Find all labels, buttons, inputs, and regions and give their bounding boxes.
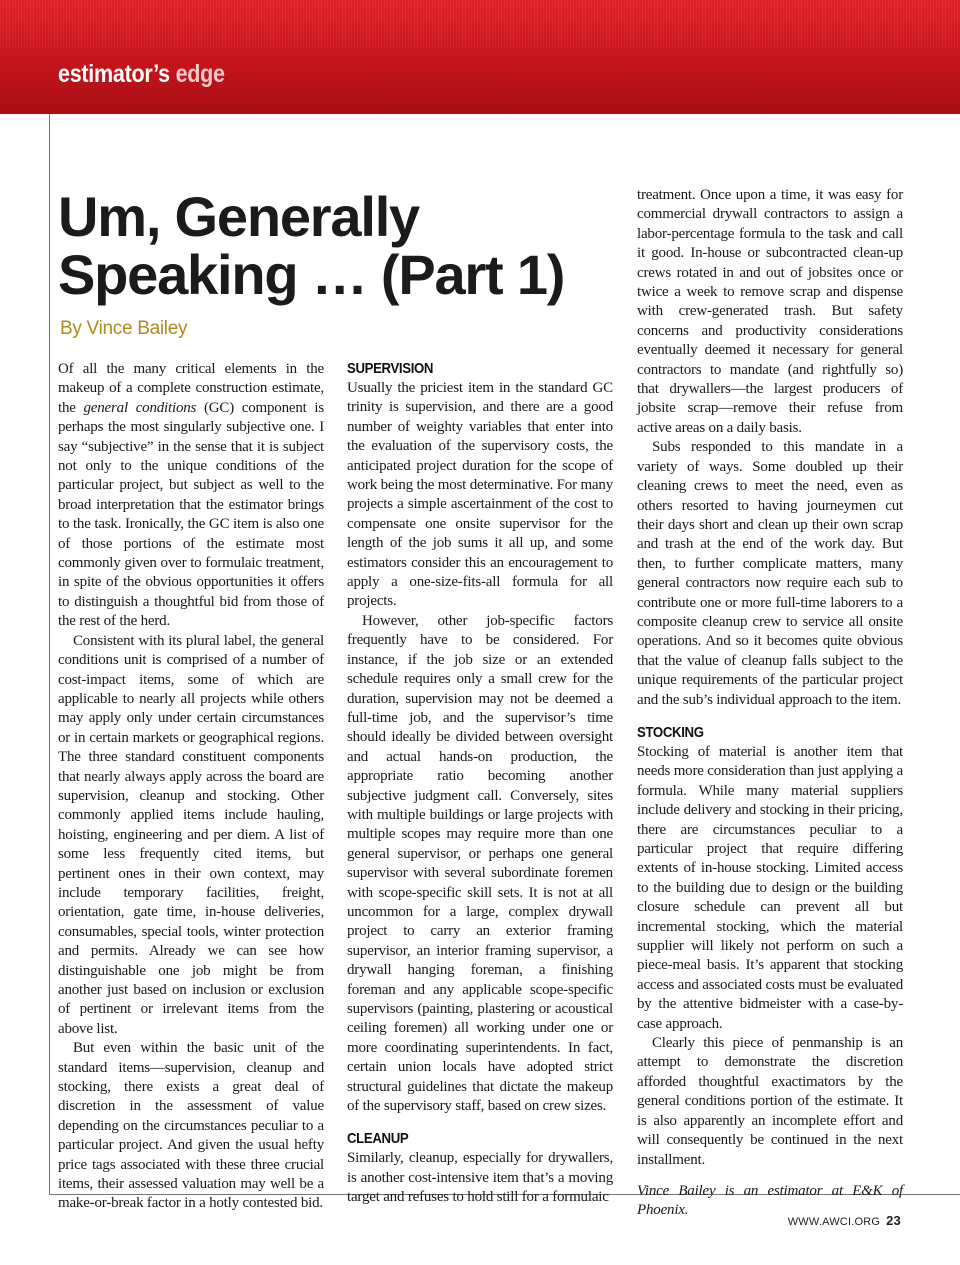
- article-byline: By Vince Bailey: [60, 318, 188, 339]
- paragraph: Similarly, cleanup, especially for drywallers, is another cost-intensive item that’s a moving target and refuses to hold still for a formulaic: [347, 1150, 613, 1206]
- article-column-2: [347, 360, 613, 1208]
- paragraph: Subs responded to this mandate in a variety of ways. Some doubled up their cleaning crews to meet the need, even as others resorted to having journeymen cut their days short and clean up their own scrap and trash at the end of the work day. But then, to further complicate matters, many general contractors now require each sub to contribute one or more full-time laborers to a composite cleanup crew to service all onsite operations. And so it becomes quite obvious that the value of cleanup falls subject to the unique requirements of the particular project and the sub’s individual approach to the item.: [637, 439, 903, 708]
- page-number: 23: [886, 1213, 901, 1228]
- paragraph: But even within the basic unit of the standard items—supervision, cleanup and stocking, there exists a great deal of discretion in the assessment of value depending on the circumstances peculiar to a particular project. And given the usual hefty price tags associated with these three crucial items, their assessed valuation may well be a make-or-break factor in a hotly contested bid.: [58, 1040, 324, 1212]
- paragraph: treatment. Once upon a time, it was easy for commercial drywall contractors to assign a labor-percentage formula to the task and call it good. In-house or subcontracted clean-up crews rotated in and out of jobsites once or twice a week to remove scrap and dispense with crew-generated trash. But safety concerns and productivity considerations eventually deemed it necessary for general contractors to mandate (and rightfully so) that drywallers—the largest producers of jobsite scrap—remove their refuse from active areas on a daily basis.: [637, 187, 903, 436]
- paragraph: However, other job-specific factors frequently have to be considered. For instance, if the job size or an extended schedule requires only a small crew for the duration, supervision may not be deemed a full-time job, and the supervisor’s time should ideally be divided between oversight and actual hands-on production, the appropriate ratio becoming another subjective judgment call. Conversely, sites with multiple buildings or large projects with multiple scopes may require more than one general supervisor, or perhaps one general supervisor with several subordinate foremen with scope-specific skill sets. It is not at all uncommon for a large, complex drywall project to carry an exterior framing supervisor, an interior framing supervisor, a drywall hanging foreman, a finishing foreman and any applicable scope-specific supervisors (painting, plastering or acoustical ceiling foremen) all working under one or more coordinating superintendents. In fact, certain union locals have adopted strict structural guidelines that dictate the makeup of the supervisory staff, based on crew sizes.: [347, 612, 613, 1115]
- footer-url: WWW.AWCI.ORG: [787, 1216, 881, 1228]
- subheading-cleanup: CLEANUP: [347, 1130, 409, 1148]
- article-column-1: [58, 360, 324, 1214]
- section-title: [58, 60, 225, 89]
- paragraph: Of all the many critical elements in the makeup of a complete construction estimate, the general conditions (GC) component is perhaps the most singularly subjective one. I say “subjective” in the sense that it is subject not only to the unique conditions of the particular project, but subject as well to the broad interpretation that the estimator brings to the task. Ironically, the GC item is also one of those portions of the estimate most commonly given over to formulaic treatment, in spite of the obvious opportunities it offers to distinguish a thoughtful bid from those of the rest of the herd.: [58, 361, 325, 630]
- section-title-main: estimator’s: [58, 60, 170, 88]
- header-banner: [0, 0, 960, 114]
- article-column-3: [637, 186, 903, 1221]
- author-bio: Vince Bailey is an estimator at E&K of Phoenix.: [637, 1182, 903, 1219]
- section-title-accent: edge: [175, 60, 225, 88]
- page-footer: [788, 1213, 901, 1228]
- paragraph: Clearly this piece of penmanship is an attempt to demonstrate the discretion afforded thoughtful exactimators by the general conditions portion of the estimate. It is also apparently an incomplete effort and will consequently be continued in the next installment.: [637, 1035, 903, 1168]
- section-spacer: [347, 1116, 613, 1130]
- article-title-line-1: Um, Generally: [58, 185, 420, 248]
- section-spacer: [637, 710, 903, 724]
- emphasis-term: general conditions: [83, 399, 197, 416]
- article-title-line-2: Speaking … (Part 1): [58, 243, 565, 306]
- paragraph: Stocking of material is another item that needs more consideration than just applying a formula. While many material suppliers include delivery and stocking in their pricing, there are circumstances peculiar to a particular project that require differing extents of in-house stocking. Limited access to the building due to design or the building closure schedule can prevent all but incremental stocking, which the material supplier will likely not perform on such a piece-meal basis. It’s apparent that stocking access and associated costs must be evaluated by the attentive bidmeister with a case-by-case approach.: [637, 743, 903, 1032]
- subheading-stocking: STOCKING: [637, 723, 704, 741]
- page-frame-left-rule: [49, 114, 50, 1194]
- paragraph: Usually the priciest item in the standard GC trinity is supervision, and there are a good number of weighty variables that enter into the evaluation of the supervisory costs, the anticipated project duration for the scope of work being the most determinative. For many projects a simple ascertainment of the cost to compensate one onsite supervisor for the length of the job sums it all up, and some estimators consider this an encouragement to apply a one-size-fits-all formula for all projects.: [347, 380, 613, 610]
- subheading-supervision: SUPERVISION: [347, 360, 434, 377]
- article-title: [58, 185, 618, 306]
- paragraph: Consistent with its plural label, the general conditions unit is comprised of a number of cost-impact items, some of which are applicable to nearly all projects while others may apply only under certain circumstances or in certain markets or geographical regions. The three standard constituent components that nearly always apply across the board are supervision, cleanup and stocking. Other commonly applied items include hauling, hoisting, engineering and per diem. A list of some less frequently cited items, but pertinent ones in their own context, may include temporary facilities, freight, orientation, gate time, in-house deliveries, consumables, special tools, winter protection and permits. Already we can see how distinguishable one job might be from another just based on inclusion or exclusion of pertinent or irrelevant items from the above list.: [58, 632, 324, 1037]
